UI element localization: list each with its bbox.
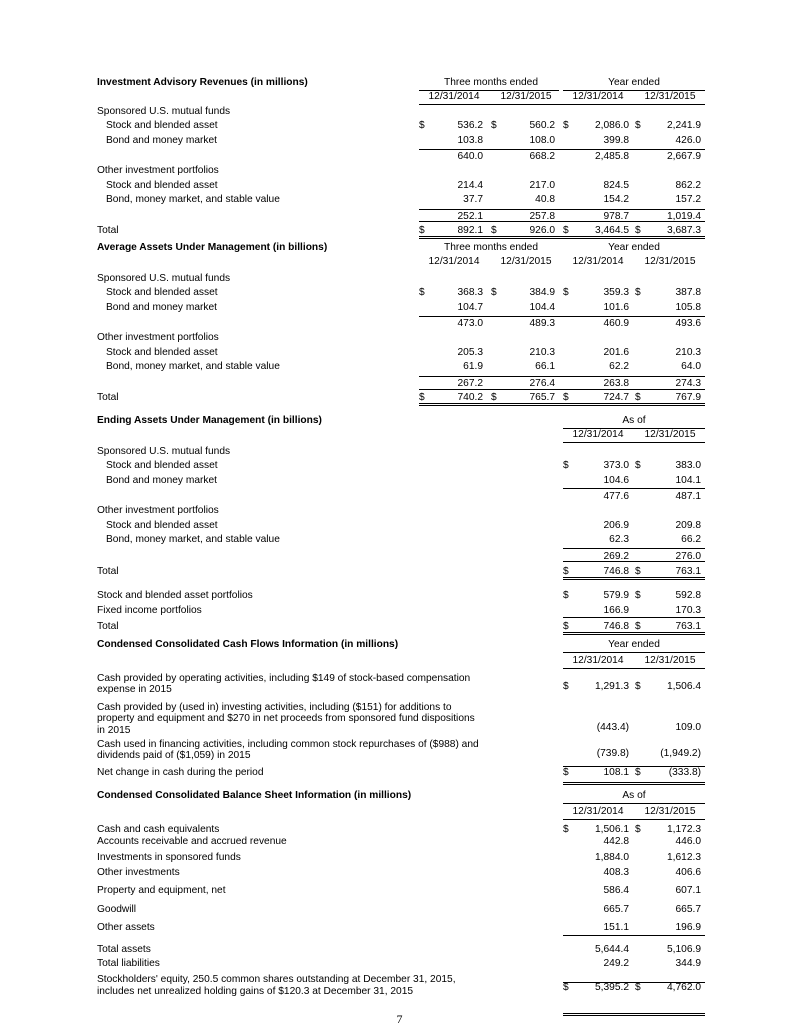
value-cell: 210.3 <box>529 346 555 358</box>
row-label: Total liabilities <box>97 957 160 969</box>
value-cell: 201.6 <box>603 346 629 358</box>
dollar-sign: $ <box>419 391 425 403</box>
value-cell: 267.2 <box>457 377 483 389</box>
dollar-sign: $ <box>635 766 641 778</box>
row-label: Bond and money market <box>106 474 217 486</box>
row-label: Bond and money market <box>106 301 217 313</box>
col-header: 12/31/2015 <box>644 655 696 667</box>
dollar-sign: $ <box>563 823 569 835</box>
row-label: Stock and blended asset portfolios <box>97 590 253 602</box>
table-row <box>97 346 705 360</box>
value-cell: 104.7 <box>457 301 483 313</box>
value-cell: 665.7 <box>603 903 629 915</box>
category-label: Other investment portfolios <box>97 505 219 517</box>
cash-flows-col-row <box>97 654 705 668</box>
value-cell: 460.9 <box>603 317 629 329</box>
financial-tables <box>97 76 705 997</box>
dollar-sign: $ <box>563 621 569 633</box>
end-aum-title: Ending Assets Under Management (in billions) <box>97 415 322 426</box>
avg-aum-header-row <box>97 241 705 255</box>
value-cell: 170.3 <box>675 604 701 616</box>
value-cell: (333.8) <box>668 766 701 778</box>
value-cell: 607.1 <box>675 885 701 897</box>
value-cell: 206.9 <box>603 519 629 531</box>
value-cell: 373.0 <box>603 460 629 472</box>
dollar-sign: $ <box>635 460 641 472</box>
subtotal-row <box>97 490 705 504</box>
row-label: Other investments <box>97 866 180 878</box>
dollar-sign: $ <box>563 766 569 778</box>
value-cell: 824.5 <box>603 179 629 191</box>
value-cell: 66.1 <box>535 361 555 373</box>
year-ended-header: Year ended <box>608 242 660 253</box>
as-of-header: As of <box>622 415 646 426</box>
table-row <box>97 301 705 315</box>
value-cell: 257.8 <box>529 210 555 222</box>
value-cell: 5,395.2 <box>595 982 629 994</box>
value-cell: 3,464.5 <box>595 224 629 236</box>
col-header: 12/31/2015 <box>644 429 696 441</box>
total-row <box>97 766 705 780</box>
value-cell: 274.3 <box>675 377 701 389</box>
row-label: Bond and money market <box>106 134 217 146</box>
dollar-sign: $ <box>635 224 641 236</box>
value-cell: 1,172.3 <box>667 823 701 835</box>
row-label: Stockholders' equity, 250.5 common shares outstanding at December 31, 2015, includes net unrealized holding gains of $120.3 at December 31, 2015 <box>97 974 456 997</box>
end-aum-section <box>97 414 705 632</box>
value-cell: 477.6 <box>603 490 629 502</box>
value-cell: 37.7 <box>463 194 483 206</box>
value-cell: 3,687.3 <box>667 224 701 236</box>
row-label: Total <box>97 224 119 236</box>
value-cell: 665.7 <box>675 903 701 915</box>
col-header: 12/31/2014 <box>572 429 624 441</box>
value-cell: 61.9 <box>463 361 483 373</box>
category-label: Sponsored U.S. mutual funds <box>97 445 231 457</box>
value-cell: 746.8 <box>603 621 629 633</box>
table-row <box>97 866 705 880</box>
value-cell: 668.2 <box>529 150 555 162</box>
value-cell: 104.4 <box>529 301 555 313</box>
dollar-sign: $ <box>563 120 569 132</box>
row-label: Other assets <box>97 922 155 934</box>
subtotal-row <box>97 150 705 164</box>
value-cell: 196.9 <box>675 922 701 934</box>
row-label: Cash used in financing activities, including common stock repurchases of ($988) and dividends paid of ($1,059) in 2015 <box>97 738 479 762</box>
table-row <box>97 671 705 700</box>
as-of-header: As of <box>622 790 646 801</box>
table-row <box>97 286 705 300</box>
value-cell: 269.2 <box>603 550 629 562</box>
dollar-sign: $ <box>563 460 569 472</box>
value-cell: 40.8 <box>535 194 555 206</box>
value-cell: 926.0 <box>529 224 555 236</box>
table-row <box>97 589 705 603</box>
table-row <box>97 851 705 865</box>
value-cell: 586.4 <box>603 885 629 897</box>
value-cell: 560.2 <box>529 120 555 132</box>
table-row <box>97 835 705 849</box>
value-cell: 368.3 <box>457 287 483 299</box>
dollar-sign: $ <box>491 120 497 132</box>
dollar-sign: $ <box>635 287 641 299</box>
dollar-sign: $ <box>563 287 569 299</box>
value-cell: 763.1 <box>675 565 701 577</box>
value-cell: 151.1 <box>603 922 629 934</box>
dollar-sign: $ <box>491 287 497 299</box>
value-cell: 1,019.4 <box>667 210 701 222</box>
table-row <box>97 533 705 547</box>
value-cell: 166.9 <box>603 604 629 616</box>
value-cell: (739.8) <box>596 747 629 759</box>
end-aum-col-row <box>97 428 705 442</box>
table-row <box>97 604 705 618</box>
value-cell: 579.9 <box>603 590 629 602</box>
year-ended-header: Year ended <box>608 77 660 88</box>
value-cell: 387.8 <box>675 287 701 299</box>
value-cell: 399.8 <box>603 134 629 146</box>
value-cell: 426.0 <box>675 134 701 146</box>
value-cell: 249.2 <box>603 957 629 969</box>
dollar-sign: $ <box>635 680 641 692</box>
value-cell: 62.3 <box>609 534 629 546</box>
value-cell: 344.9 <box>675 957 701 969</box>
value-cell: 4,762.0 <box>667 982 701 994</box>
row-label: Cash provided by (used in) investing activities, including ($151) for additions to property and equipment and $270 in net proceeds from sponsored fund dispositions in 2015 <box>97 701 475 736</box>
value-cell: 263.8 <box>603 377 629 389</box>
value-cell: 487.1 <box>675 490 701 502</box>
category-label: Sponsored U.S. mutual funds <box>97 272 231 284</box>
value-cell: 2,485.8 <box>595 150 629 162</box>
value-cell: 862.2 <box>675 179 701 191</box>
col-header: 12/31/2015 <box>500 256 552 268</box>
value-cell: 767.9 <box>675 391 701 403</box>
category-label: Other investment portfolios <box>97 332 219 344</box>
col-header: 12/31/2015 <box>500 91 552 103</box>
dollar-sign: $ <box>419 287 425 299</box>
col-header: 12/31/2014 <box>572 256 624 268</box>
table-row <box>97 179 705 193</box>
cash-flows-header-row <box>97 638 705 652</box>
value-cell: 205.3 <box>457 346 483 358</box>
value-cell: 252.1 <box>457 210 483 222</box>
col-header: 12/31/2014 <box>428 256 480 268</box>
value-cell: (443.4) <box>596 721 629 733</box>
value-cell: 66.2 <box>681 534 701 546</box>
value-cell: 1,506.1 <box>595 823 629 835</box>
row-label: Bond, money market, and stable value <box>106 534 280 546</box>
col-header: 12/31/2014 <box>572 655 624 667</box>
row-label: Total <box>97 391 119 403</box>
value-cell: 157.2 <box>675 194 701 206</box>
row-label: Bond, money market, and stable value <box>106 194 280 206</box>
avg-aum-title: Average Assets Under Management (in billions) <box>97 242 328 253</box>
row-label: Fixed income portfolios <box>97 604 202 616</box>
value-cell: 209.8 <box>675 519 701 531</box>
value-cell: 442.8 <box>603 836 629 848</box>
value-cell: 592.8 <box>675 590 701 602</box>
dollar-sign: $ <box>635 621 641 633</box>
row-label: Stock and blended asset <box>106 346 218 358</box>
value-cell: 108.0 <box>529 134 555 146</box>
row-label: Investments in sponsored funds <box>97 851 241 863</box>
table-row <box>97 459 705 473</box>
value-cell: 978.7 <box>603 210 629 222</box>
col-header: 12/31/2014 <box>428 91 480 103</box>
revenues-header-row <box>97 76 705 90</box>
value-cell: 1,506.4 <box>667 680 701 692</box>
revenues-title: Investment Advisory Revenues (in millions) <box>97 77 308 88</box>
table-row <box>97 736 705 764</box>
row-label: Total <box>97 565 119 577</box>
col-header: 12/31/2014 <box>572 91 624 103</box>
table-row <box>97 193 705 207</box>
table-row <box>97 884 705 898</box>
year-ended-header: Year ended <box>608 639 660 650</box>
value-cell: 101.6 <box>603 301 629 313</box>
col-header: 12/31/2015 <box>644 91 696 103</box>
dollar-sign: $ <box>563 590 569 602</box>
row-label: Stock and blended asset <box>106 519 218 531</box>
category-label: Other investment portfolios <box>97 165 219 177</box>
value-cell: 763.1 <box>675 621 701 633</box>
value-cell: 109.0 <box>675 721 701 733</box>
value-cell: 1,612.3 <box>667 851 701 863</box>
table-row <box>97 360 705 374</box>
value-cell: 214.4 <box>457 179 483 191</box>
col-header: 12/31/2015 <box>644 256 696 268</box>
table-row <box>97 903 705 917</box>
row-label: Stock and blended asset <box>106 287 218 299</box>
value-cell: 740.2 <box>457 391 483 403</box>
value-cell: 446.0 <box>675 836 701 848</box>
value-cell: 108.1 <box>603 766 629 778</box>
end-aum-header-row <box>97 414 705 428</box>
row-label: Goodwill <box>97 903 137 915</box>
value-cell: 103.8 <box>457 134 483 146</box>
value-cell: 62.2 <box>609 361 629 373</box>
value-cell: 359.3 <box>603 287 629 299</box>
value-cell: 276.4 <box>529 377 555 389</box>
value-cell: 536.2 <box>457 120 483 132</box>
dollar-sign: $ <box>419 120 425 132</box>
value-cell: 765.7 <box>529 391 555 403</box>
dollar-sign: $ <box>563 224 569 236</box>
row-label: Bond, money market, and stable value <box>106 361 280 373</box>
row-label: Total assets <box>97 943 151 955</box>
value-cell: 154.2 <box>603 194 629 206</box>
balance-title: Condensed Consolidated Balance Sheet Information (in millions) <box>97 790 412 801</box>
avg-aum-col-row <box>97 255 705 269</box>
total-row <box>97 973 705 1001</box>
dollar-sign: $ <box>635 120 641 132</box>
value-cell: 105.8 <box>675 301 701 313</box>
value-cell: 493.6 <box>675 317 701 329</box>
revenues-section <box>97 76 705 267</box>
row-label: Stock and blended asset <box>106 460 218 472</box>
value-cell: 724.7 <box>603 391 629 403</box>
table-row <box>97 474 705 488</box>
table-row <box>97 119 705 133</box>
value-cell: 5,644.4 <box>595 943 629 955</box>
dollar-sign: $ <box>635 823 641 835</box>
table-row <box>97 921 705 935</box>
cash-flows-title: Condensed Consolidated Cash Flows Information (in millions) <box>97 639 399 650</box>
col-header: 12/31/2015 <box>644 806 696 818</box>
row-label: Net change in cash during the period <box>97 766 264 778</box>
value-cell: 104.6 <box>603 474 629 486</box>
row-label: Total <box>97 621 119 633</box>
col-header: 12/31/2014 <box>572 806 624 818</box>
dollar-sign: $ <box>635 590 641 602</box>
row-label: Cash and cash equivalents <box>97 823 220 835</box>
value-cell: 5,106.9 <box>667 943 701 955</box>
row-label: Stock and blended asset <box>106 120 218 132</box>
value-cell: (1,949.2) <box>660 747 701 759</box>
value-cell: 276.0 <box>675 550 701 562</box>
dollar-sign: $ <box>419 224 425 236</box>
row-label: Property and equipment, net <box>97 885 226 897</box>
table-row <box>97 700 705 736</box>
value-cell: 64.0 <box>681 361 701 373</box>
balance-sheet-section <box>97 789 705 997</box>
table-row <box>97 957 705 971</box>
value-cell: 489.3 <box>529 317 555 329</box>
value-cell: 640.0 <box>457 150 483 162</box>
three-months-header: Three months ended <box>443 242 538 253</box>
dollar-sign: $ <box>635 565 641 577</box>
table-row <box>97 519 705 533</box>
three-months-header: Three months ended <box>443 77 538 88</box>
value-cell: 2,086.0 <box>595 120 629 132</box>
balance-header-row <box>97 789 705 803</box>
row-label: Accounts receivable and accrued revenue <box>97 836 287 848</box>
value-cell: 2,667.9 <box>667 150 701 162</box>
cash-flows-section <box>97 638 705 788</box>
table-row <box>97 134 705 148</box>
table-row <box>97 943 705 957</box>
value-cell: 210.3 <box>675 346 701 358</box>
dollar-sign: $ <box>491 391 497 403</box>
balance-col-row <box>97 805 705 819</box>
dollar-sign: $ <box>563 391 569 403</box>
category-label: Sponsored U.S. mutual funds <box>97 105 231 117</box>
value-cell: 384.9 <box>529 287 555 299</box>
page-number: 7 <box>396 1012 403 1026</box>
dollar-sign: $ <box>563 982 569 994</box>
value-cell: 408.3 <box>603 866 629 878</box>
value-cell: 1,884.0 <box>595 851 629 863</box>
revenues-col-row <box>97 90 705 104</box>
subtotal-row <box>97 317 705 331</box>
row-label: Cash provided by operating activities, including $149 of stock-based compensation expense in 2015 <box>97 672 471 696</box>
value-cell: 2,241.9 <box>667 120 701 132</box>
value-cell: 383.0 <box>675 460 701 472</box>
dollar-sign: $ <box>563 565 569 577</box>
dollar-sign: $ <box>635 391 641 403</box>
dollar-sign: $ <box>563 680 569 692</box>
value-cell: 406.6 <box>675 866 701 878</box>
value-cell: 892.1 <box>457 224 483 236</box>
value-cell: 746.8 <box>603 565 629 577</box>
dollar-sign: $ <box>491 224 497 236</box>
value-cell: 473.0 <box>457 317 483 329</box>
avg-aum-section <box>97 241 705 414</box>
value-cell: 1,291.3 <box>595 680 629 692</box>
row-label: Stock and blended asset <box>106 179 218 191</box>
value-cell: 217.0 <box>529 179 555 191</box>
dollar-sign: $ <box>635 982 641 994</box>
value-cell: 104.1 <box>675 474 701 486</box>
